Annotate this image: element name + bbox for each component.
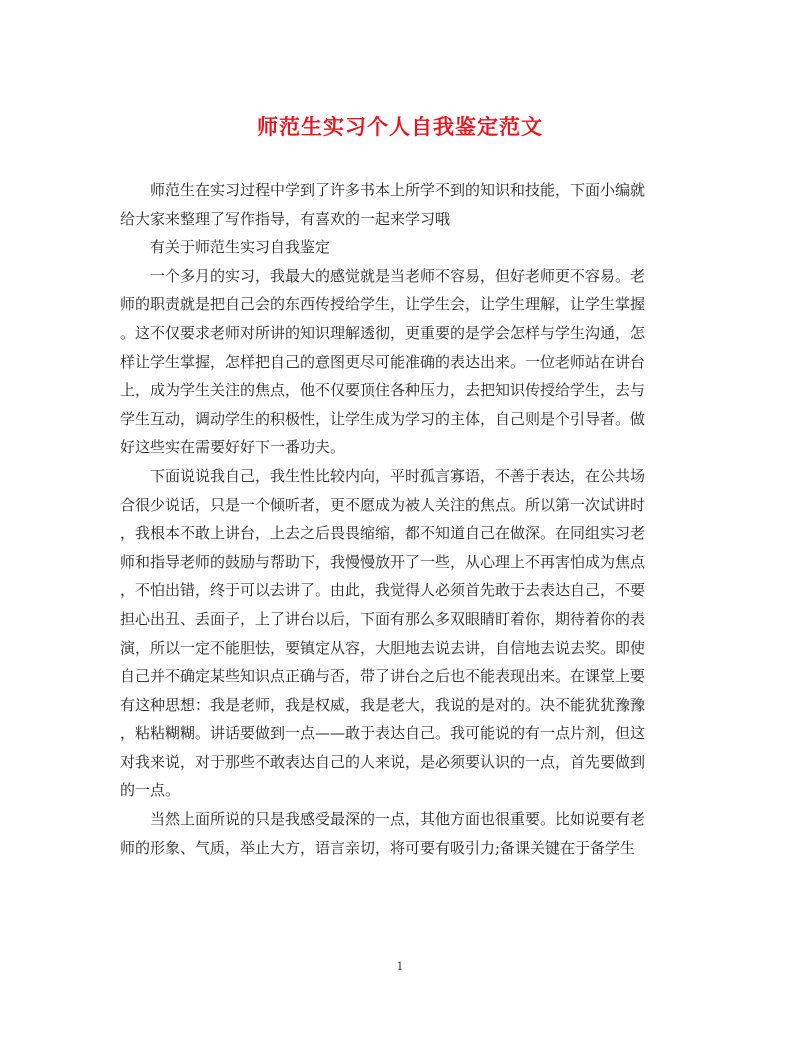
page-number: 1 xyxy=(396,960,404,973)
paragraph-line: 样让学生掌握，怎样把自己的意图更尽可能准确的表达出来。一位老师站在讲台 xyxy=(120,352,646,371)
paragraph-line: 对我来说，对于那些不敢表达自己的人来说，是必须要认识的一点，首先要做到 xyxy=(120,752,646,771)
paragraph-line: 师的形象、气质，举止大方，语言亲切，将可要有吸引力;备课关键在于备学生 xyxy=(120,838,636,857)
paragraph-line: ，我根本不敢上讲台，上去之后畏畏缩缩，都不知道自己在做深。在同组实习老 xyxy=(120,524,646,543)
paragraph-line: 一个多月的实习，我最大的感觉就是当老师不容易，但好老师更不容易。老 xyxy=(150,266,646,285)
section-heading: 有关于师范生实习自我鉴定 xyxy=(150,238,331,257)
paragraph-line: ，粘粘糊糊。讲话要做到一点——敢于表达自己。我可能说的有一点片剂，但这 xyxy=(120,724,646,743)
paragraph-line: ，不怕出错，终于可以去讲了。由此，我觉得人必须首先敢于去表达自己，不要 xyxy=(120,581,646,600)
paragraph-line: 有这种思想：我是老师，我是权威，我是老大，我说的是对的。决不能犹犹豫豫 xyxy=(120,695,646,714)
paragraph-line: 自己并不确定某些知识点正确与否，带了讲台之后也不能表现出来。在课堂上要 xyxy=(120,667,646,686)
paragraph-line: 合很少说话，只是一个倾听者，更不愿成为被人关注的焦点。所以第一次试讲时 xyxy=(120,495,646,514)
paragraph-line: 上，成为学生关注的焦点，他不仅要顶住各种压力，去把知识传授给学生，去与 xyxy=(120,381,646,400)
paragraph-line: 给大家来整理了写作指导，有喜欢的一起来学习哦 xyxy=(120,209,451,228)
document-title: 师范生实习个人自我鉴定范文 xyxy=(257,114,543,139)
paragraph-line: 师和指导老师的鼓励与帮助下，我慢慢放开了一些，从心理上不再害怕成为焦点 xyxy=(120,552,646,571)
paragraph-line: 担心出丑、丢面子，上了讲台以后，下面有那么多双眼睛盯着你，期待着你的表 xyxy=(120,609,646,628)
paragraph-line: 学生互动，调动学生的积极性，让学生成为学习的主体，自己则是个引导者。做 xyxy=(120,409,646,428)
paragraph-line: 下面说说我自己，我生性比较内向，平时孤言寡语，不善于表达，在公共场 xyxy=(150,466,646,485)
paragraph-line: 。这不仅要求老师对所讲的知识理解透彻，更重要的是学会怎样与学生沟通，怎 xyxy=(120,323,646,342)
paragraph-line: 师范生在实习过程中学到了许多书本上所学不到的知识和技能，下面小编就 xyxy=(150,181,646,199)
paragraph-line: 好这些实在需要好好下一番功夫。 xyxy=(120,438,346,457)
document-body xyxy=(120,176,680,862)
paragraph-line: 的一点。 xyxy=(120,781,181,800)
paragraph-line: 当然上面所说的只是我感受最深的一点，其他方面也很重要。比如说要有老 xyxy=(150,810,646,829)
paragraph-line: 师的职责就是把自己会的东西传授给学生，让学生会，让学生理解，让学生掌握 xyxy=(120,295,646,314)
paragraph-line: 演，所以一定不能胆怯，要镇定从容，大胆地去说去讲，自信地去说去奖。即使 xyxy=(120,638,646,657)
